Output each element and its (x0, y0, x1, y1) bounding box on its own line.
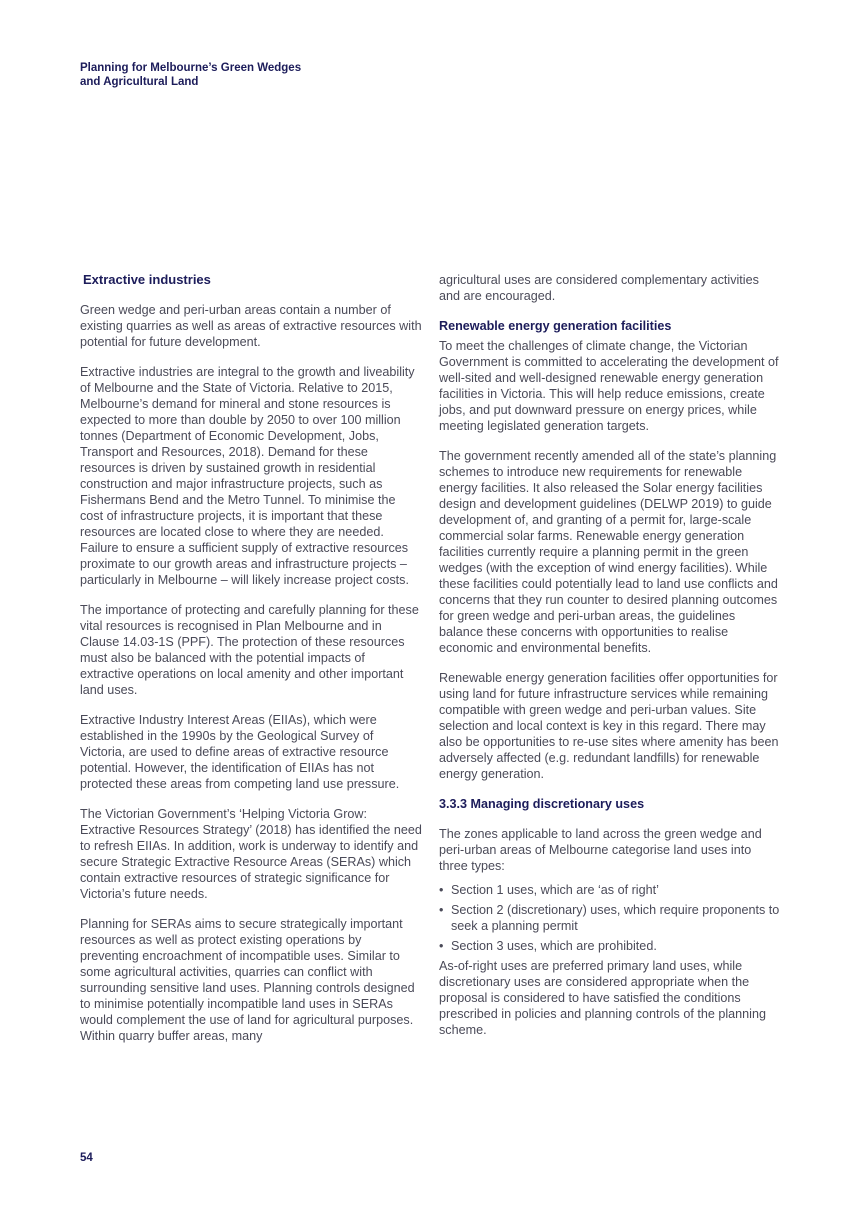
sub-heading-renewable-energy: Renewable energy generation facilities (439, 319, 672, 333)
use-types-list (439, 882, 781, 954)
continued-paragraph: agricultural uses are considered complementary activities and are encouraged. (439, 273, 759, 303)
left-column (80, 272, 422, 1058)
body-paragraph: As-of-right uses are preferred primary land uses, while discretionary uses are considered appropriate when the proposal is considered to have satisfied the conditions prescribed in policies and planning controls of the planning scheme. (439, 959, 766, 1037)
body-paragraph: Planning for SERAs aims to secure strategically important resources as well as protect existing operations by preventing encroachment of incompatible uses. Similar to some agricultural activities, quarries can conflict with surrounding sensitive land uses. Planning controls designed to minimise potentially incompatible land uses in SERAs would complement the use of land for agricultural purposes. Within quarry buffer areas, many (80, 917, 415, 1043)
right-column (439, 272, 781, 1052)
subsection-heading-discretionary-uses: 3.3.3 Managing discretionary uses (439, 797, 645, 811)
running-header: Planning for Melbourne’s Green Wedges and Agricultural Land (80, 62, 302, 88)
body-paragraph: The Victorian Government’s ‘Helping Victoria Grow: Extractive Resources Strategy’ (2018) has identified the need to refresh EIIAs. In addition, work is underway to identify and secure Strategic Extractive Resource Areas (SERAs) which contain extractive resources of strategic significance for Victoria’s future needs. (80, 807, 422, 901)
body-paragraph: The zones applicable to land across the green wedge and peri-urban areas of Melbourne categorise land uses into three types: (439, 827, 762, 873)
list-item: • Section 3 uses, which are prohibited. (439, 938, 781, 954)
list-item: • Section 2 (discretionary) uses, which require proponents to seek a planning permit (439, 902, 781, 934)
body-paragraph: The importance of protecting and carefully planning for these vital resources is recognised in Plan Melbourne and in Clause 14.03-1S (PPF). The protection of these resources must also be balanced with the potential impacts of extractive operations on local amenity and other important land uses. (80, 603, 419, 697)
section-heading-extractive-industries: Extractive industries (83, 272, 211, 287)
body-paragraph: Extractive industries are integral to the growth and liveability of Melbourne and the State of Victoria. Relative to 2015, Melbourne’s demand for mineral and stone resources is expected to more than double by 2050 to over 100 million tonnes (Department of Economic Development, Jobs, Transport and Resources, 2018). Demand for these resources is driven by sustained growth in residential construction and major infrastructure projects, such as Fishermans Bend and the Metro Tunnel. To minimise the cost of infrastructure projects, it is important that these resources are located close to where they are needed. Failure to ensure a sufficient supply of extractive resources proximate to our growth areas and infrastructure projects – particularly in Melbourne – will likely increase project costs. (80, 365, 415, 587)
body-paragraph: Extractive Industry Interest Areas (EIIAs), which were established in the 1990s by the Geological Survey of Victoria, are used to define areas of extractive resource potential. However, the identification of EIIAs has not protected these areas from competing land use pressure. (80, 713, 400, 791)
body-paragraph: Green wedge and peri-urban areas contain a number of existing quarries as well as areas of extractive resources with potential for future development. (80, 303, 422, 349)
body-paragraph: Renewable energy generation facilities offer opportunities for using land for future infrastructure services while remaining compatible with green wedge and peri-urban values. Site selection and local context is key in this regard. There may also be opportunities to re-use sites where amenity has been adversely affected (e.g. redundant landfills) for renewable energy generation. (439, 671, 779, 781)
body-paragraph: To meet the challenges of climate change, the Victorian Government is committed to accelerating the development of well-sited and well-designed renewable energy generation facilities in Victoria. This will help reduce emissions, create jobs, and put downward pressure on energy prices, while meeting legislated generation targets. (439, 339, 779, 433)
list-item: • Section 1 uses, which are ‘as of right’ (439, 882, 781, 898)
body-paragraph: The government recently amended all of the state’s planning schemes to introduce new requirements for renewable energy facilities. It also released the Solar energy facilities design and development guidelines (DELWP 2019) to guide development of, and granting of a permit for, large-scale commercial solar farms. Renewable energy generation facilities currently require a planning permit in the green wedges (with the exception of wind energy facilities). While these facilities could potentially lead to land use conflicts and concerns that they run counter to desired planning outcomes for green wedge and peri-urban areas, the guidelines balance these concerns with opportunities to realise economic and environmental benefits. (439, 449, 778, 655)
page-number: 54 (80, 1152, 93, 1164)
